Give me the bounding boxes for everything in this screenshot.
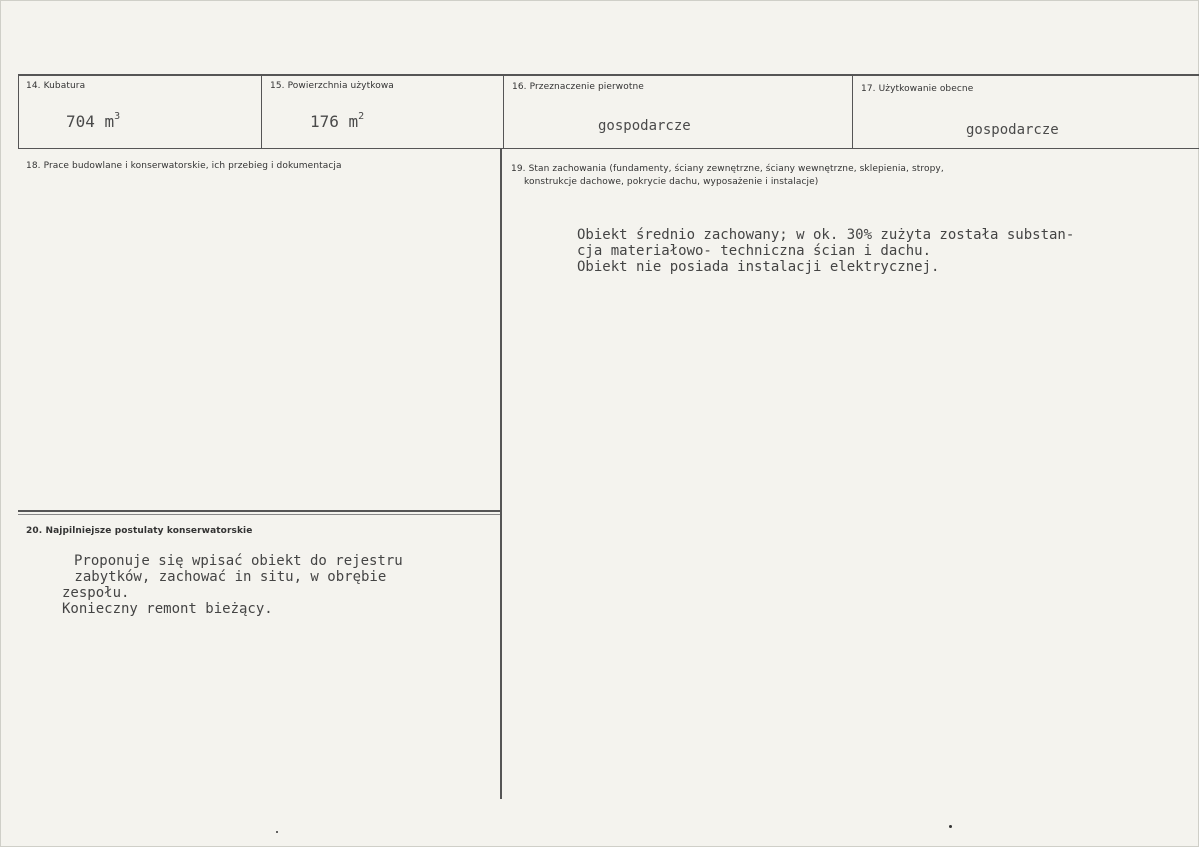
- field-20-label: 20. Najpilniejsze postulaty konserwatorskie: [26, 526, 253, 536]
- field-15-unit-sup: 2: [358, 110, 365, 122]
- field-19-line-3: Obiekt nie posiada instalacji elektrycznej.: [577, 259, 940, 275]
- field-19-label-line2: konstrukcje dachowe, pokrycie dachu, wyposażenie i instalacje): [524, 177, 819, 187]
- top-rule: [18, 74, 1199, 76]
- field-20-line-2: zabytków, zachować in situ, w obrębie: [66, 569, 387, 585]
- field-20-text: [62, 553, 403, 617]
- section20-top-rule: [18, 510, 500, 512]
- field-14-unit-sup: 3: [114, 110, 121, 122]
- section20-top-rule-2: [18, 514, 500, 515]
- field-14-value: [66, 112, 120, 131]
- field-19-label-line1: 19. Stan zachowania (fundamenty, ściany zewnętrzne, ściany wewnętrzne, sklepienia, stropy,: [511, 164, 944, 174]
- field-17-label: 17. Użytkowanie obecne: [861, 84, 974, 94]
- field-15-label: 15. Powierzchnia użytkowa: [270, 81, 394, 91]
- col-divider-16-17: [852, 74, 853, 149]
- field-18-label: 18. Prace budowlane i konserwatorskie, ich przebieg i dokumentacja: [26, 161, 342, 171]
- paper-speck: [949, 825, 952, 828]
- field-14-number: 704 m: [66, 112, 115, 131]
- field-14-label: 14. Kubatura: [26, 81, 86, 91]
- field-15-number: 176 m: [310, 112, 359, 131]
- field-20-line-3: zespołu.: [62, 585, 130, 601]
- field-15-value: [310, 112, 364, 131]
- field-19-line-1: Obiekt średnio zachowany; w ok. 30% zużyta została substan-: [577, 227, 1075, 243]
- col-divider-14-15: [261, 74, 262, 149]
- field-19-text: [577, 227, 1074, 275]
- field-20-line-1: Proponuje się wpisać obiekt do rejestru: [74, 553, 403, 569]
- left-border: [18, 74, 19, 149]
- paper-speck: [276, 831, 278, 833]
- field-16-value: gospodarcze: [598, 118, 691, 134]
- row1-bottom-rule: [18, 148, 1199, 149]
- field-19-line-2: cja materiałowo- techniczna ścian i dachu.: [577, 243, 932, 259]
- field-16-label: 16. Przeznaczenie pierwotne: [512, 82, 644, 92]
- field-20-line-4: Konieczny remont bieżący.: [62, 601, 273, 617]
- main-divider: [500, 149, 502, 799]
- field-17-value: gospodarcze: [966, 122, 1059, 138]
- col-divider-15-16: [503, 74, 504, 149]
